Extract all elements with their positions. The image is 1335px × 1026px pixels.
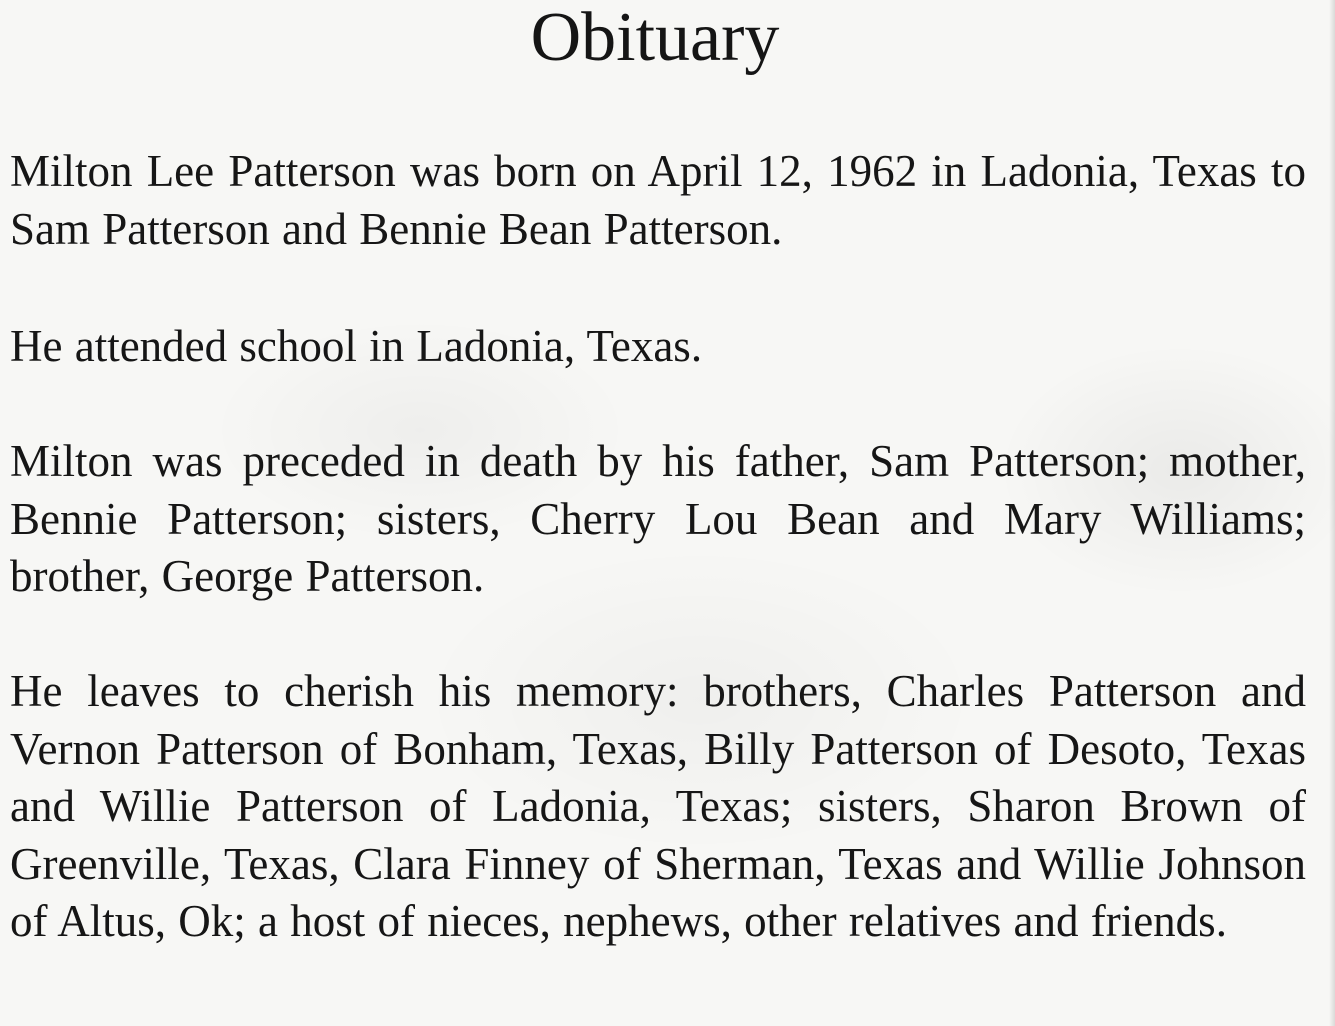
page-title: Obituary bbox=[530, 0, 780, 76]
paragraph-survivors: He leaves to cherish his memory: brothers, Charles Patterson and Vernon Patterson of Bonham, Texas, Billy Patterson of Desoto, Texas and Willie Patterson of Ladonia, Texas; sisters, Sharon Brown of Greenville, Texas, Clara Finney of Sherman, Texas and Willie Johnson of Altus, Ok; a host of nieces, nephews, other relatives and friends. bbox=[10, 666, 1306, 946]
paragraph-birth: Milton Lee Patterson was born on April 12, 1962 in Ladonia, Texas to Sam Patterson and Bennie Bean Patterson. bbox=[10, 146, 1306, 254]
paragraph-school: He attended school in Ladonia, Texas. bbox=[10, 321, 703, 371]
paragraph-preceded-in-death: Milton was preceded in death by his father, Sam Patterson; mother, Bennie Patterson; sisters, Cherry Lou Bean and Mary Williams; brother, George Patterson. bbox=[10, 436, 1306, 601]
scan-edge-shadow bbox=[1329, 0, 1335, 1026]
